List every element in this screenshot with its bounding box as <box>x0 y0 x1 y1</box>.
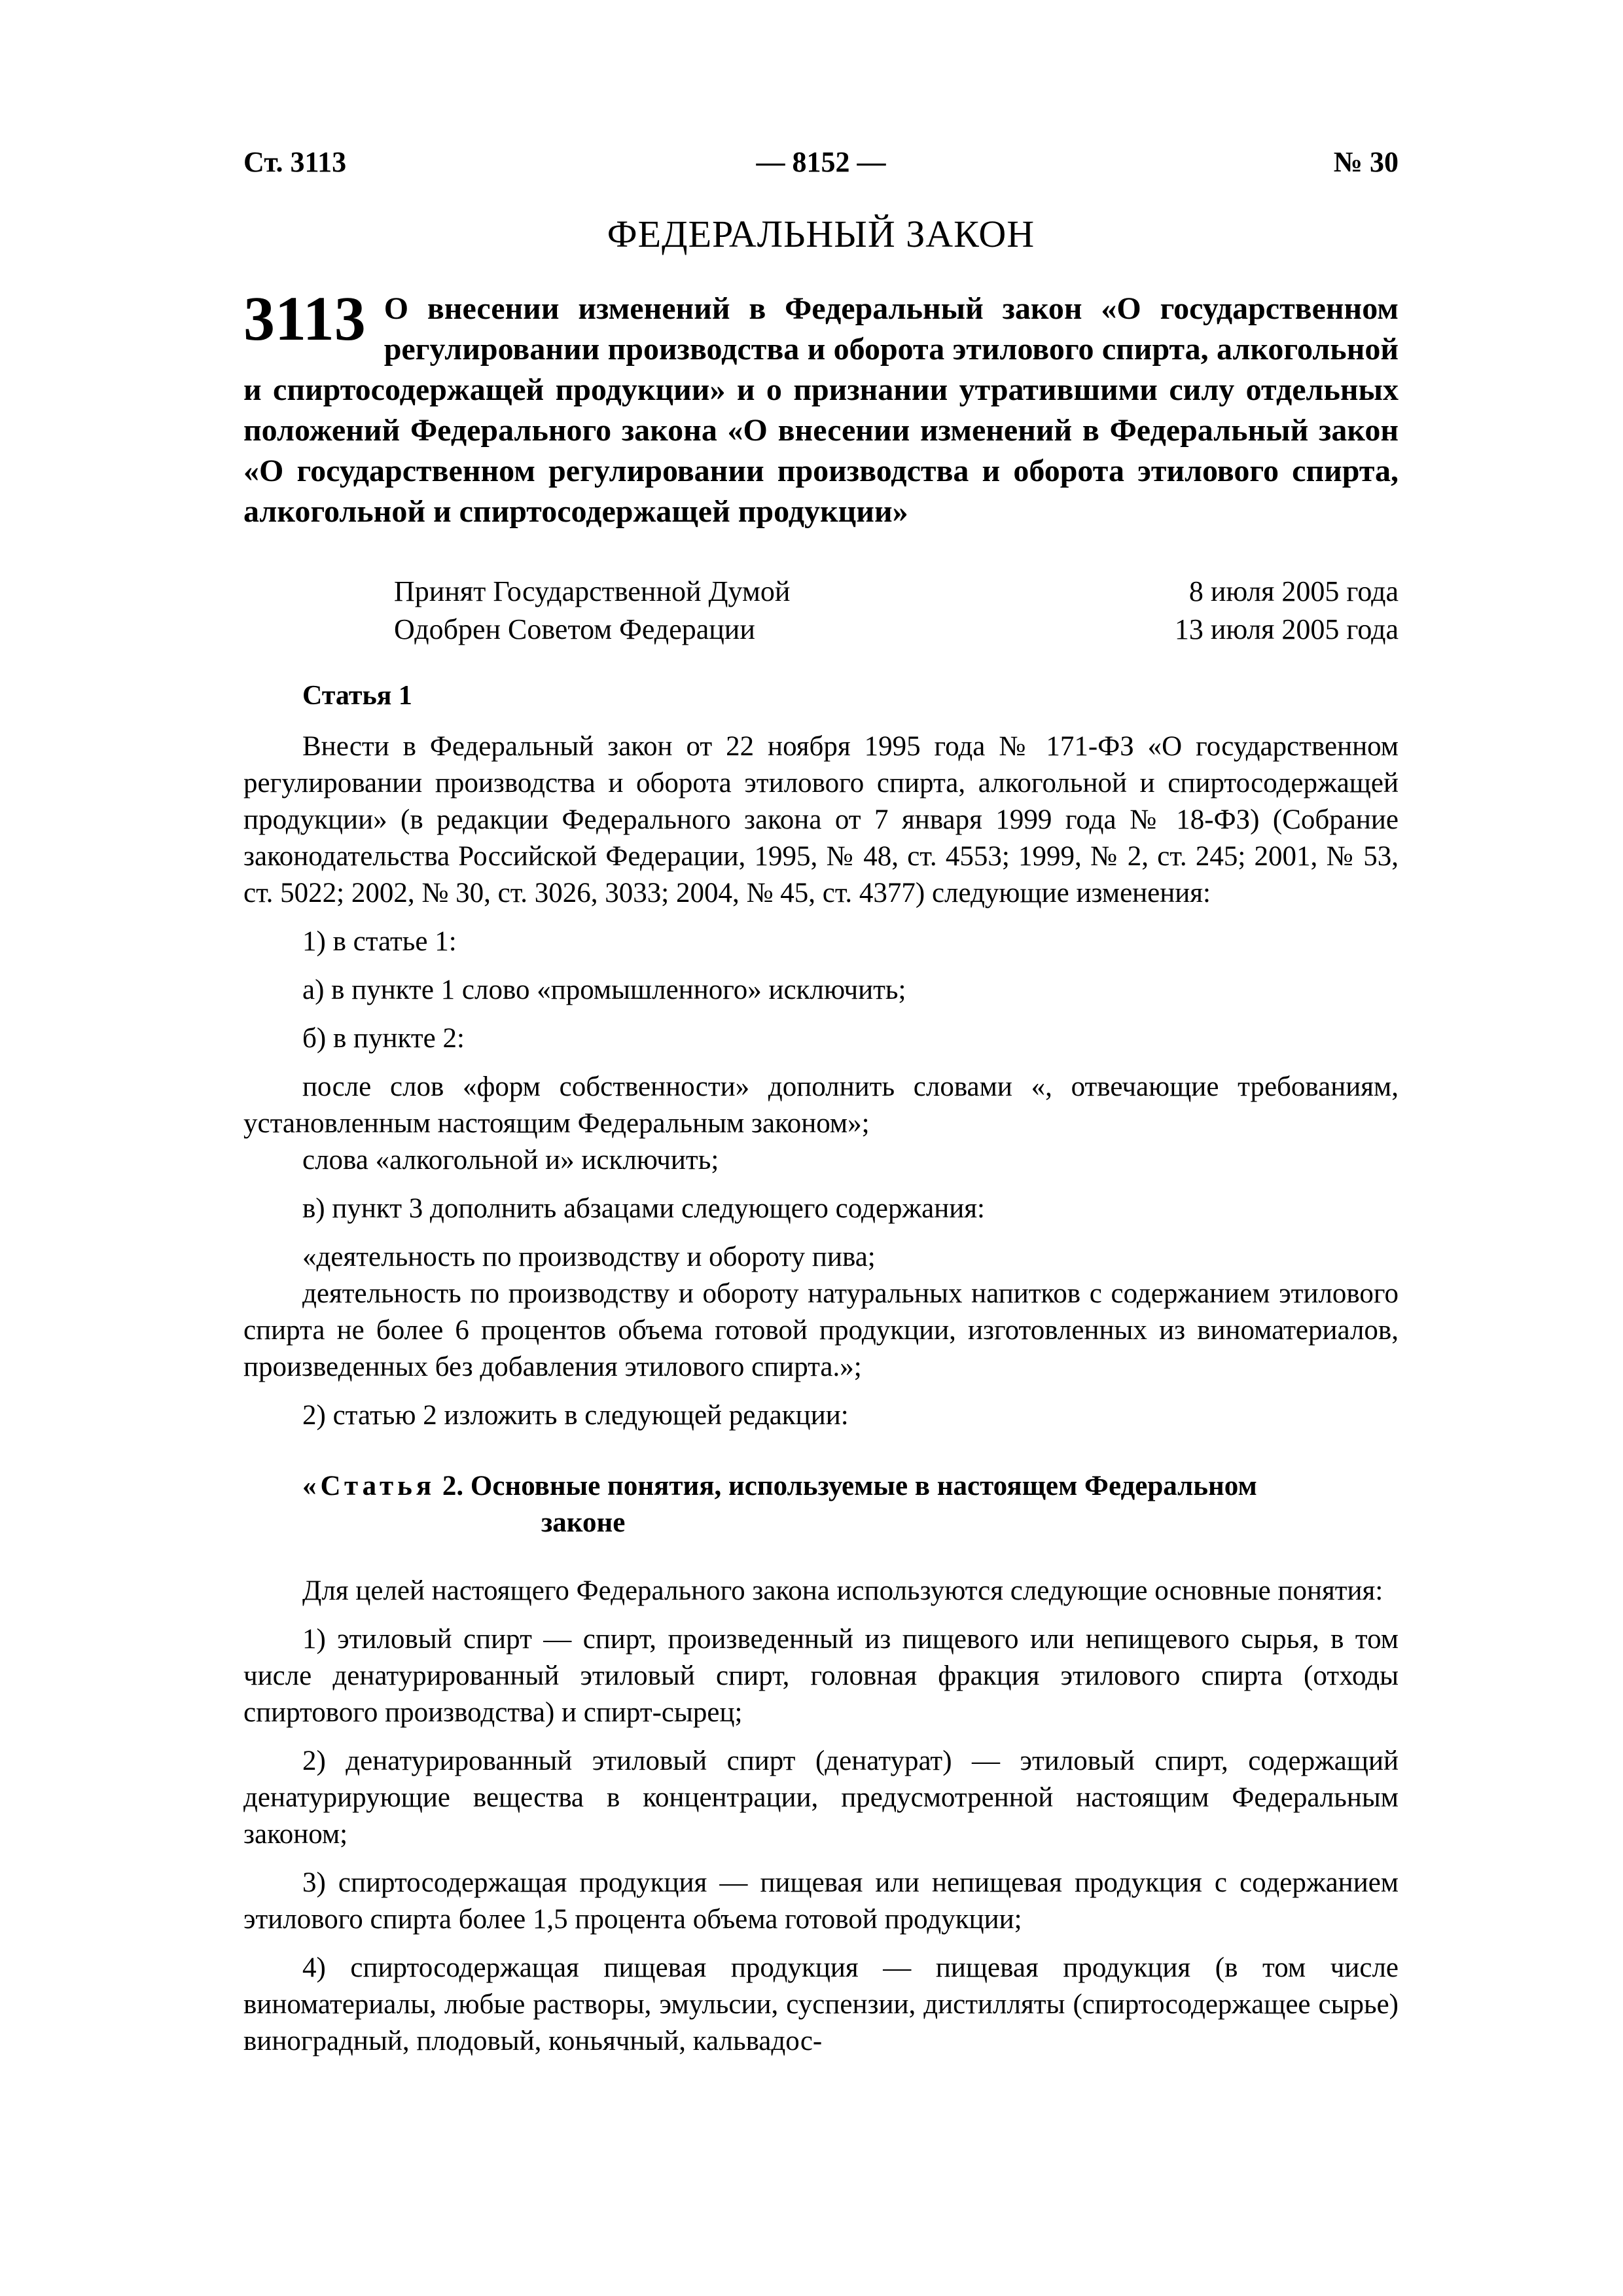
article-reference: Ст. 3113 <box>243 146 347 178</box>
article-2-body <box>243 1573 1399 2060</box>
paragraph: б) в пункте 2: <box>302 1023 465 1054</box>
paragraph: Внести в Федеральный закон от 22 ноября 1995 года № 171-ФЗ «О государственном регулировании производства и оборота этилового спирта, алкогольной и спиртосодержащей продукции» (в редакции Федерального закона от 7 января 1999 года № 18-ФЗ) (Собрание законодательства Российской Федерации, 1995, № 48, ст. 4553; 1999, № 2, ст. 245; 2001, № 53, ст. 5022; 2002, № 30, ст. 3026, 3033; 2004, № 45, ст. 4377) следующие изменения: <box>243 731 1399 908</box>
paragraph: 3) спиртосодержащая продукция — пищевая или непищевая продукция с содержанием этилового спирта более 1,5 процента объема готовой продукции; <box>243 1867 1399 1935</box>
article-1-body <box>243 728 1399 1434</box>
law-title-block <box>243 283 1399 532</box>
article-2-heading-continuation: законе <box>541 1507 626 1538</box>
running-header <box>243 145 1399 191</box>
article-2-heading-text: 2. Основные понятия, используемые в настоящем Федеральном <box>435 1471 1257 1501</box>
issue-number: № 30 <box>1333 146 1399 178</box>
article-1-heading: Статья 1 <box>302 681 412 711</box>
paragraph: 4) спиртосодержащая пищевая продукция — пищевая продукция (в том числе виноматериалы, любые растворы, эмульсии, суспензии, дистилляты (спиртосодержащее сырье) виноградный, плодовый, коньячный, кальвадос- <box>243 1952 1399 2056</box>
paragraph: 2) денатурированный этиловый спирт (денатурат) — этиловый спирт, содержащий денатурирующие вещества в концентрации, предусмотренной настоящим Федеральным законом; <box>243 1746 1399 1850</box>
paragraph: «деятельность по производству и обороту пива; <box>302 1242 876 1272</box>
article-2-heading-prefix: «Статья <box>302 1471 436 1501</box>
paragraph: а) в пункте 1 слово «промышленного» исключить; <box>302 975 906 1005</box>
adoption-label: Одобрен Советом Федерации <box>394 613 755 645</box>
law-title: О внесении изменений в Федеральный закон «О государственном регулировании производства и оборота этилового спирта, алкогольной и спиртосодержащей продукции» и о признании утратившими силу отдельных положений Федерального закона «О внесении изменений в Федеральный закон «О государственном регулировании производства и оборота этилового спирта, алкогольной и спиртосодержащей продукции» <box>243 291 1399 529</box>
paragraph: 1) в статье 1: <box>302 926 457 957</box>
adoption-info <box>394 573 1399 649</box>
article-2-heading <box>302 1468 1399 1541</box>
adoption-date: 8 июля 2005 года <box>1188 575 1399 607</box>
paragraph: Для целей настоящего Федерального закона используются следующие основные понятия: <box>302 1575 1383 1606</box>
document-page <box>243 145 1399 2072</box>
adoption-label: Принят Государственной Думой <box>394 575 791 607</box>
page-number: — 8152 — <box>756 146 886 178</box>
paragraph: 1) этиловый спирт — спирт, произведенный из пищевого или непищевого сырья, в том числе денатурированный этиловый спирт, головная фракция этилового спирта (отходы спиртового производства) и спирт-сырец; <box>243 1624 1399 1728</box>
adoption-row <box>394 611 1399 649</box>
document-type-heading: ФЕДЕРАЛЬНЫЙ ЗАКОН <box>607 213 1035 255</box>
adoption-date: 13 июля 2005 года <box>1174 613 1399 645</box>
paragraph: 2) статью 2 изложить в следующей редакции: <box>302 1400 849 1431</box>
act-number: 3113 <box>243 283 366 353</box>
adoption-row <box>394 573 1399 611</box>
paragraph: деятельность по производству и обороту натуральных напитков с содержанием этилового спирта не более 6 процентов объема готовой продукции, изготовленных из виноматериалов, произведенных без добавления этилового спирта.»; <box>243 1278 1399 1382</box>
paragraph: слова «алкогольной и» исключить; <box>302 1145 719 1175</box>
paragraph: после слов «форм собственности» дополнить словами «, отвечающие требованиям, установленным настоящим Федеральным законом»; <box>243 1071 1399 1139</box>
paragraph: в) пункт 3 дополнить абзацами следующего содержания: <box>302 1193 986 1224</box>
